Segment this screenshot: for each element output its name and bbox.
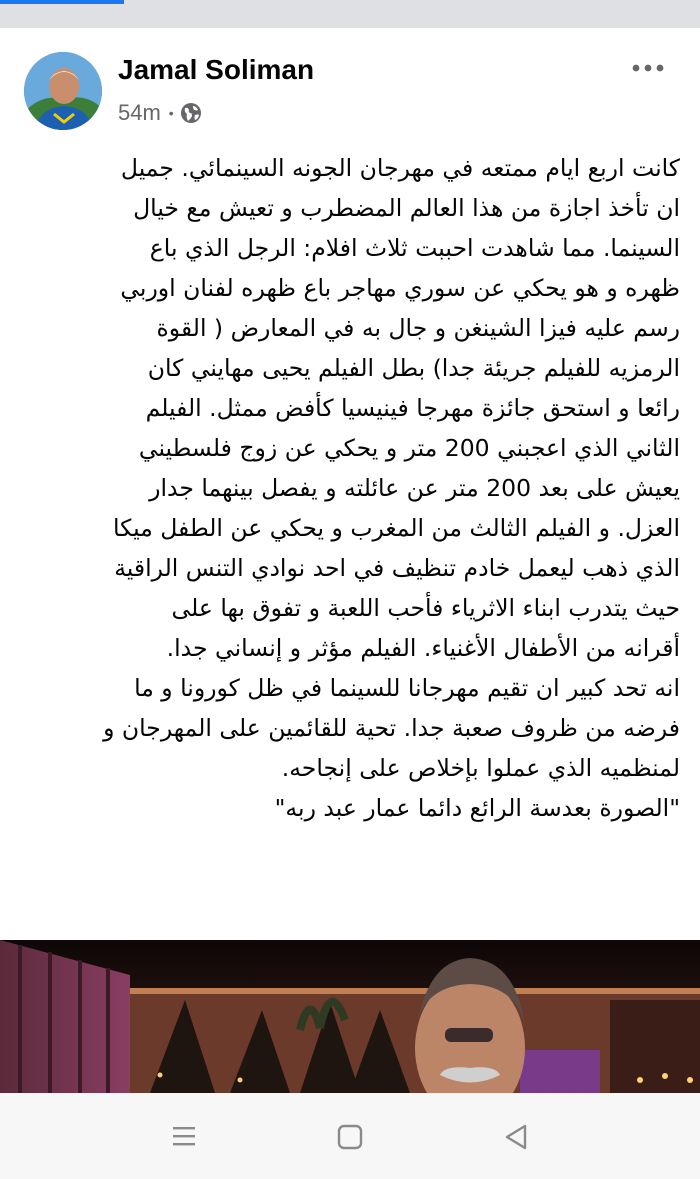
post-text-line: حيث يتدرب ابناء الاثرياء فأحب اللعبة و تفوق بها على <box>171 594 680 622</box>
globe-icon[interactable] <box>180 102 202 124</box>
system-navigation-bar <box>0 1093 700 1179</box>
back-icon[interactable] <box>496 1121 536 1153</box>
post-text-line: الثاني الذي اعجبني 200 متر و يحكي عن زوج فلسطيني <box>138 434 680 462</box>
active-tab-indicator <box>0 0 124 4</box>
post-text-line: يعيش على بعد 200 متر عن عائلته و يفصل بينهما جدار <box>149 474 680 502</box>
author-name[interactable]: Jamal Soliman <box>118 54 315 85</box>
recent-apps-icon[interactable] <box>164 1121 204 1153</box>
post-text-line: فرضه من ظروف صعبة جدا. تحية للقائمين على المهرجان و <box>103 714 680 742</box>
avatar[interactable] <box>24 52 102 130</box>
more-options-icon[interactable] <box>626 56 670 80</box>
post-text-line: السينما. مما شاهدت احببت ثلاث افلام: الرجل الذي باع <box>149 234 680 262</box>
home-icon[interactable] <box>330 1121 370 1153</box>
post-text-line: ظهره و هو يحكي عن سوري مهاجر باع ظهره لفنان اوربي <box>120 274 680 302</box>
post-text-line: الذي ذهب ليعمل خادم تنظيف في احد نوادي التنس الراقية <box>114 554 680 582</box>
post-text-line: ان تأخذ اجازة من هذا العالم المضطرب و تعيش مع خيال <box>133 194 680 222</box>
avatar-photo <box>24 52 102 130</box>
post-text-line: رسم عليه فيزا الشينغن و جال به في المعارض ( القوة <box>156 314 680 342</box>
post-meta <box>118 100 202 126</box>
post-text-line: أقرانه من الأطفال الأغنياء. الفيلم مؤثر و إنساني جدا. <box>166 634 680 662</box>
post-text-line: رائعا و استحق جائزة مهرجا فينيسيا كأفض ممثل. الفيلم <box>145 394 680 422</box>
meta-separator: • <box>168 105 174 121</box>
post-time[interactable]: 54m <box>118 100 161 125</box>
post-text-line: لمنظميه الذي عملوا بإخلاص على إنجاحه. <box>281 754 680 782</box>
post-card <box>0 28 700 1093</box>
post-text-line: الرمزيه للفيلم جريئة جدا) بطل الفيلم يحيى مهايني كان <box>147 354 680 382</box>
post-text <box>20 148 680 828</box>
post-text-line: العزل. و الفيلم الثالث من المغرب و يحكي عن الطفل ميكا <box>112 514 680 542</box>
post-photo[interactable] <box>0 940 700 1093</box>
post-text-line: "الصورة بعدسة الرائع دائما عمار عبد ربه" <box>274 794 680 822</box>
tab-strip <box>0 0 700 28</box>
post-text-line: انه تحد كبير ان تقيم مهرجانا للسينما في ظل كورونا و ما <box>134 674 680 702</box>
post-text-line: كانت اربع ايام ممتعه في مهرجان الجونه السينمائي. جميل <box>120 154 680 182</box>
